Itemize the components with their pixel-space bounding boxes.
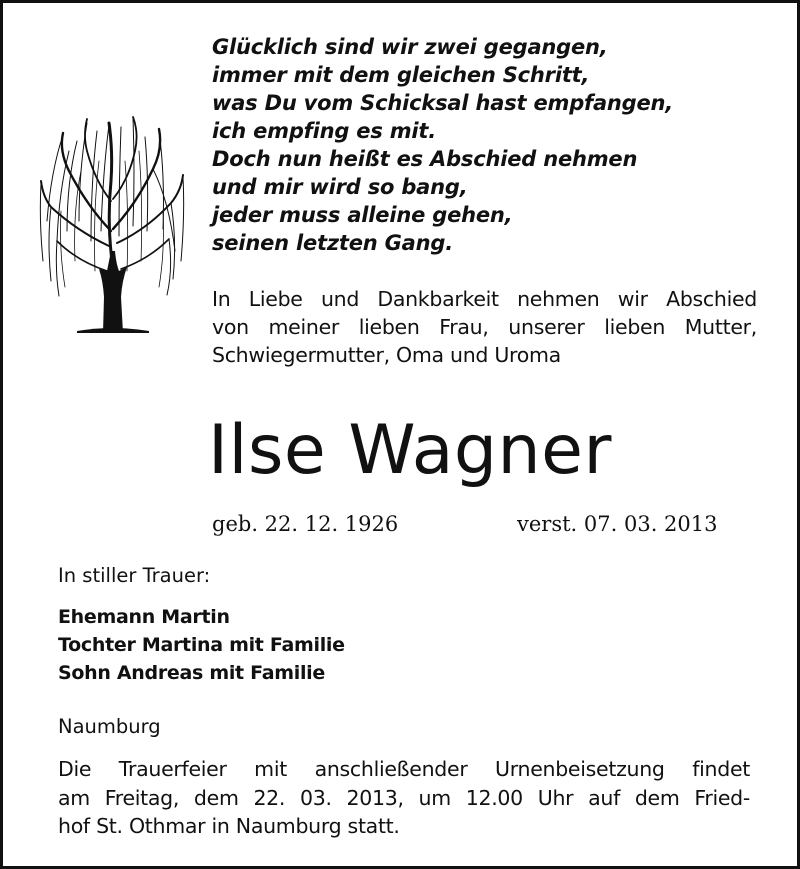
ceremony-line: hof St. Othmar in Naumburg statt. xyxy=(58,814,400,838)
poem-line: ich empfing es mit. xyxy=(212,119,437,143)
poem-line: Glücklich sind wir zwei gegangen, xyxy=(212,35,608,59)
ceremony-notice xyxy=(58,755,750,841)
poem-line: seinen letzten Gang. xyxy=(212,231,454,255)
poem-line: was Du vom Schicksal hast empfangen, xyxy=(212,91,674,115)
poem-line: jeder muss alleine gehen, xyxy=(212,203,513,227)
place-name: Naumburg xyxy=(58,715,161,738)
ceremony-line: am Freitag, dem 22. 03. 2013, um 12.00 Uhr auf dem Fried- xyxy=(58,785,750,810)
poem-line: und mir wird so bang, xyxy=(212,175,468,199)
ceremony-line: Die Trauerfeier mit anschließender Urnenbeisetzung findet xyxy=(58,757,750,781)
farewell-intro xyxy=(212,285,757,369)
willow-tree-icon xyxy=(37,111,187,333)
poem xyxy=(212,33,673,257)
deceased-name: Ilse Wagner xyxy=(208,411,612,490)
birth-date: geb. 22. 12. 1926 xyxy=(212,512,399,536)
intro-line: Schwiegermutter, Oma und Uroma xyxy=(212,343,561,367)
family-member: Ehemann Martin xyxy=(58,606,230,628)
family-member: Tochter Martina mit Familie xyxy=(58,634,345,656)
intro-line: von meiner lieben Frau, unserer lieben Mutter, xyxy=(212,315,757,339)
poem-line: immer mit dem gleichen Schritt, xyxy=(212,63,590,87)
death-date: verst. 07. 03. 2013 xyxy=(517,512,718,536)
intro-line: In Liebe und Dankbarkeit nehmen wir Abschied xyxy=(212,287,757,311)
family-list xyxy=(58,603,345,687)
poem-line: Doch nun heißt es Abschied nehmen xyxy=(212,147,638,171)
mourning-heading: In stiller Trauer: xyxy=(58,564,211,587)
family-member: Sohn Andreas mit Familie xyxy=(58,662,325,684)
